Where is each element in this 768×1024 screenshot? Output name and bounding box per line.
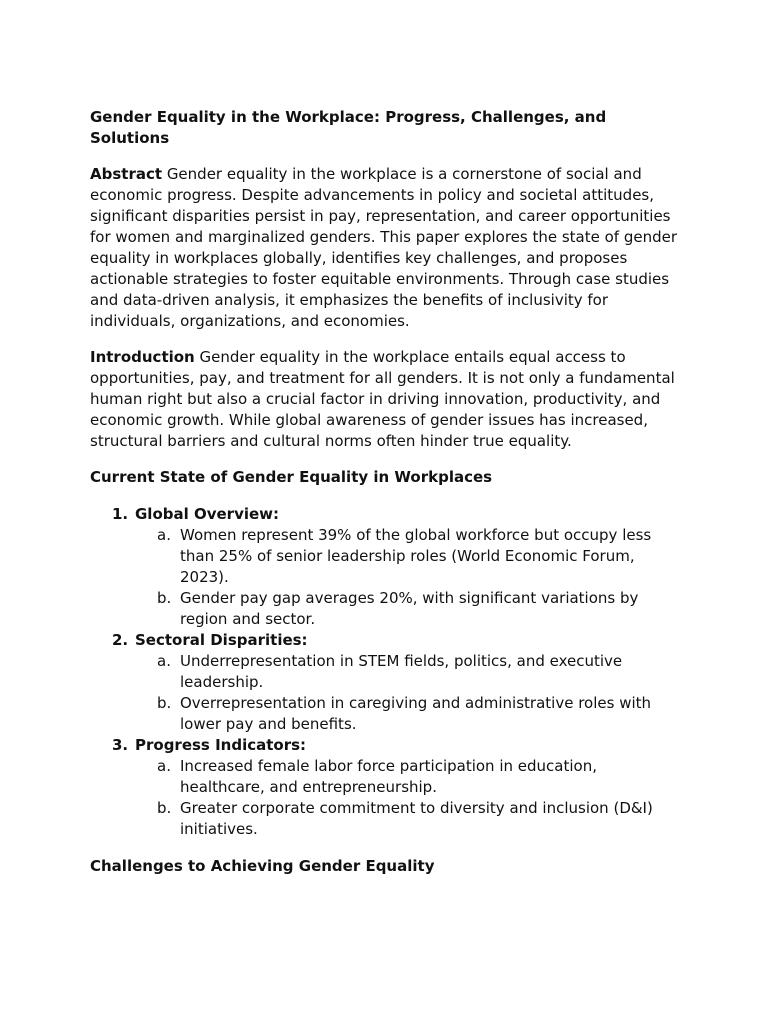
sub-list [135,525,682,630]
list-item [90,735,682,840]
list-item-number: 3. [112,736,129,754]
list-item-number: 2. [112,631,129,649]
sub-list [135,756,682,840]
list-item [90,630,682,735]
list-item-title: Progress Indicators: [135,736,307,754]
sub-list-letter: a. [157,526,171,544]
abstract-text: Gender equality in the workplace is a cornerstone of social and economic progress. Despite advancements in policy and societal attitudes, significant disparities persist in pay, representation, and career opportunities for women and marginalized genders. This paper explores the state of gender equality in workplaces globally, identifies key challenges, and proposes actionable strategies to foster equitable environments. Through case studies and data-driven analysis, it emphasizes the benefits of inclusivity for individuals, organizations, and economies. [90,165,678,330]
sub-list-letter: b. [157,589,172,607]
sub-list-letter: b. [157,694,172,712]
sub-list-letter: a. [157,652,171,670]
sub-list-item [135,588,682,630]
current-state-list [90,504,682,840]
document-page [90,107,682,893]
introduction-paragraph [90,347,682,452]
abstract-label: Abstract [90,165,163,183]
sub-list-text: Women represent 39% of the global workforce but occupy less than 25% of senior leadership roles (World Economic Forum, 2023). [180,526,652,586]
current-state-heading: Current State of Gender Equality in Workplaces [90,468,493,486]
challenges-heading: Challenges to Achieving Gender Equality [90,857,435,875]
sub-list-text: Overrepresentation in caregiving and administrative roles with lower pay and benefits. [180,694,652,733]
sub-list-item [135,798,682,840]
sub-list-text: Greater corporate commitment to diversity and inclusion (D&I) initiatives. [180,799,653,838]
sub-list-item [135,525,682,588]
sub-list-text: Gender pay gap averages 20%, with significant variations by region and sector. [180,589,639,628]
document-title: Gender Equality in the Workplace: Progress, Challenges, and Solutions [90,108,607,147]
sub-list-letter: a. [157,757,171,775]
list-item [90,504,682,630]
sub-list [135,651,682,735]
sub-list-item [135,651,682,693]
sub-list-text: Underrepresentation in STEM fields, politics, and executive leadership. [180,652,623,691]
sub-list-letter: b. [157,799,172,817]
sub-list-item [135,693,682,735]
sub-list-item [135,756,682,798]
list-item-number: 1. [112,505,129,523]
sub-list-text: Increased female labor force participation in education, healthcare, and entrepreneurship. [180,757,597,796]
introduction-label: Introduction [90,348,195,366]
list-item-title: Sectoral Disparities: [135,631,308,649]
list-item-title: Global Overview: [135,505,280,523]
abstract-paragraph [90,164,682,332]
introduction-text: Gender equality in the workplace entails equal access to opportunities, pay, and treatment for all genders. It is not only a fundamental human right but also a crucial factor in driving innovation, productivity, and economic growth. While global awareness of gender issues has increased, structural barriers and cultural norms often hinder true equality. [90,348,675,450]
